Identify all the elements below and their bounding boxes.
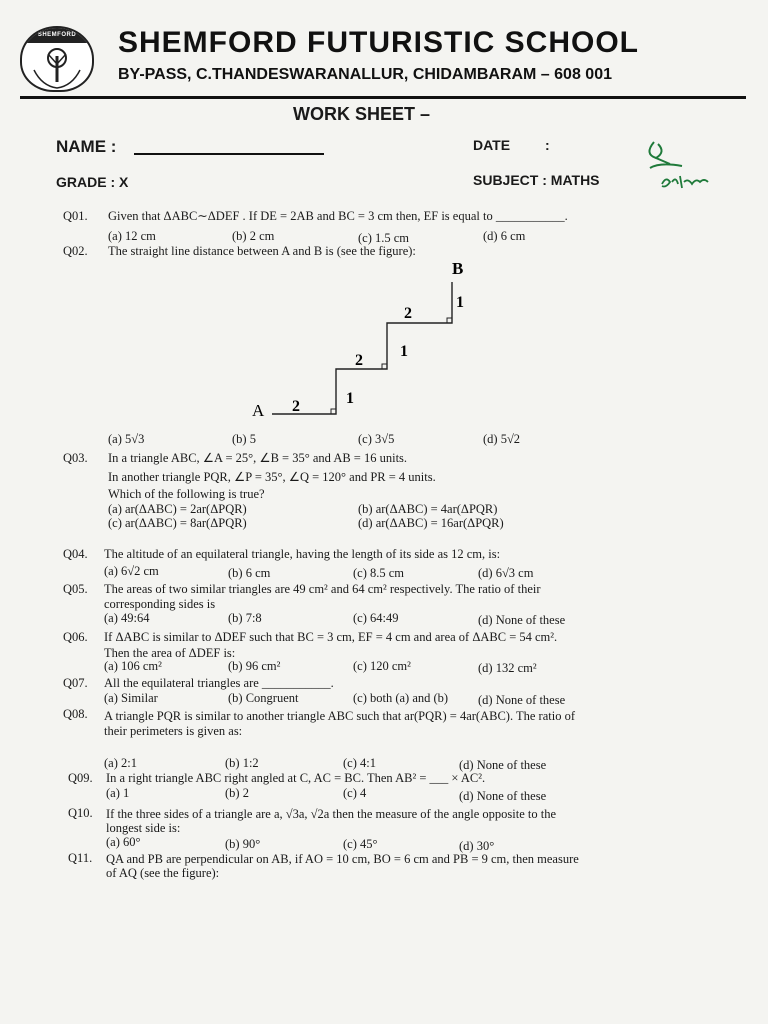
q07-option-d: (d) None of these — [478, 693, 566, 707]
q03-text-1: In a triangle ABC, ∠A = 25°, ∠B = 35° and AB = 16 units. — [108, 451, 408, 465]
grade-label: GRADE : X — [56, 174, 129, 190]
q10-option-c: (c) 45° — [343, 837, 378, 851]
segment-1-c: 1 — [456, 294, 464, 311]
name-line — [134, 153, 324, 155]
name-label: NAME : — [56, 137, 117, 156]
segment-2-b: 2 — [355, 352, 363, 369]
school-logo — [20, 26, 94, 92]
q07-option-c: (c) both (a) and (b) — [353, 691, 449, 705]
q03-option-a: (a) ar(ΔABC) = 2ar(ΔPQR) — [108, 502, 247, 516]
q02-option-b: (b) 5 — [232, 432, 256, 446]
q10-option-b: (b) 90° — [225, 837, 261, 851]
q07-option-a: (a) Similar — [104, 691, 158, 705]
q09-number: Q09. — [68, 771, 93, 785]
q06-option-c: (c) 120 cm² — [353, 659, 411, 673]
q02-option-a: (a) 5√3 — [108, 432, 145, 446]
q11-text-1: QA and PB are perpendicular on AB, if AO = 10 cm, BO = 6 cm and PB = 9 cm, then measure — [106, 852, 579, 866]
q08-option-a: (a) 2:1 — [104, 756, 137, 770]
right-angle-mark-1 — [331, 409, 336, 414]
q05-option-a: (a) 49:64 — [104, 611, 150, 625]
q09-option-a: (a) 1 — [106, 786, 130, 800]
q09-option-c: (c) 4 — [343, 786, 367, 800]
teacher-signature — [640, 132, 720, 192]
q06-option-b: (b) 96 cm² — [228, 659, 281, 673]
q02-option-d: (d) 5√2 — [483, 432, 521, 446]
date-label: DATE — [473, 137, 511, 153]
q08-text-2: their perimeters is given as: — [104, 724, 243, 738]
q03-option-c: (c) ar(ΔABC) = 8ar(ΔPQR) — [108, 516, 247, 530]
header-rule — [20, 96, 746, 99]
q10-option-d: (d) 30° — [459, 839, 495, 853]
q05-option-c: (c) 64:49 — [353, 611, 399, 625]
q01-option-d: (d) 6 cm — [483, 229, 526, 243]
q01-option-a: (a) 12 cm — [108, 229, 156, 243]
tree-icon — [22, 42, 92, 92]
date-colon: : — [545, 137, 550, 153]
q05-text-2: corresponding sides is — [104, 597, 216, 611]
q01-option-c: (c) 1.5 cm — [358, 231, 410, 245]
q01-text: Given that ΔABC∼ΔDEF . If DE = 2AB and BC = 3 cm then, EF is equal to ___________. — [108, 209, 568, 223]
staircase-path — [272, 282, 452, 414]
q11-number: Q11. — [68, 851, 93, 865]
q06-text-2: Then the area of ΔDEF is: — [104, 646, 236, 660]
q05-number: Q05. — [63, 582, 88, 596]
signature-mark — [640, 132, 720, 192]
q07-text: All the equilateral triangles are ___________. — [104, 676, 334, 690]
segment-2-a: 2 — [292, 398, 300, 415]
q10-text-1: If the three sides of a triangle are a, √3a, √2a then the measure of the angle opposite to the — [106, 807, 557, 821]
q02-number: Q02. — [63, 244, 88, 258]
q03-text-2: In another triangle PQR, ∠P = 35°, ∠Q = 120° and PR = 4 units. — [108, 470, 436, 484]
q06-option-d: (d) 132 cm² — [478, 661, 537, 675]
q07-option-b: (b) Congruent — [228, 691, 299, 705]
school-address: BY-PASS, C.THANDESWARANALLUR, CHIDAMBARAM – 608 001 — [118, 66, 612, 83]
q08-number: Q08. — [63, 707, 88, 721]
q10-number: Q10. — [68, 806, 93, 820]
q01-option-b: (b) 2 cm — [232, 229, 275, 243]
q03-number: Q03. — [63, 451, 88, 465]
q05-option-d: (d) None of these — [478, 613, 566, 627]
q03-option-d: (d) ar(ΔABC) = 16ar(ΔPQR) — [358, 516, 504, 530]
q07-number: Q07. — [63, 676, 88, 690]
q08-text-1: A triangle PQR is similar to another triangle ABC such that ar(PQR) = 4ar(ABC). The ratio of — [104, 709, 575, 723]
right-angle-mark-3 — [447, 318, 452, 323]
q08-option-d: (d) None of these — [459, 758, 547, 772]
logo-text: SHEMFORD — [22, 28, 92, 43]
worksheet-title: WORK SHEET – — [293, 104, 431, 124]
segment-2-c: 2 — [404, 305, 412, 322]
right-angle-mark-2 — [382, 364, 387, 369]
point-b-label: B — [452, 259, 464, 278]
q04-option-d: (d) 6√3 cm — [478, 566, 534, 580]
subject-label: SUBJECT : MATHS — [473, 172, 600, 188]
q04-option-a: (a) 6√2 cm — [104, 564, 159, 578]
staircase-figure — [230, 255, 490, 425]
q02-text: The straight line distance between A and B is (see the figure): — [108, 244, 416, 258]
q04-text: The altitude of an equilateral triangle, having the length of its side as 12 cm, is: — [104, 547, 501, 561]
q10-text-2: longest side is: — [106, 821, 181, 835]
q03-option-b: (b) ar(ΔABC) = 4ar(ΔPQR) — [358, 502, 498, 516]
q06-number: Q06. — [63, 630, 88, 644]
point-a-label: A — [252, 401, 265, 420]
q04-option-b: (b) 6 cm — [228, 566, 271, 580]
q05-option-b: (b) 7:8 — [228, 611, 262, 625]
q08-option-c: (c) 4:1 — [343, 756, 376, 770]
q02-option-c: (c) 3√5 — [358, 432, 395, 446]
q05-text-1: The areas of two similar triangles are 49 cm² and 64 cm² respectively. The ratio of their — [104, 582, 541, 596]
q01-number: Q01. — [63, 209, 88, 223]
q09-option-d: (d) None of these — [459, 789, 547, 803]
q09-option-b: (b) 2 — [225, 786, 249, 800]
segment-1-a: 1 — [346, 390, 354, 407]
segment-1-b: 1 — [400, 343, 408, 360]
q09-text: In a right triangle ABC right angled at C, AC = BC. Then AB² = ___ × AC². — [106, 771, 486, 785]
q06-text-1: If ΔABC is similar to ΔDEF such that BC = 3 cm, EF = 4 cm and area of ΔABC = 54 cm². — [104, 630, 558, 644]
q04-number: Q04. — [63, 547, 88, 561]
q04-option-c: (c) 8.5 cm — [353, 566, 405, 580]
q03-text-3: Which of the following is true? — [108, 487, 265, 501]
q11-text-2: of AQ (see the figure): — [106, 866, 220, 880]
q06-option-a: (a) 106 cm² — [104, 659, 162, 673]
q10-option-a: (a) 60° — [106, 835, 141, 849]
q08-option-b: (b) 1:2 — [225, 756, 259, 770]
school-name: SHEMFORD FUTURISTIC SCHOOL — [118, 26, 639, 59]
